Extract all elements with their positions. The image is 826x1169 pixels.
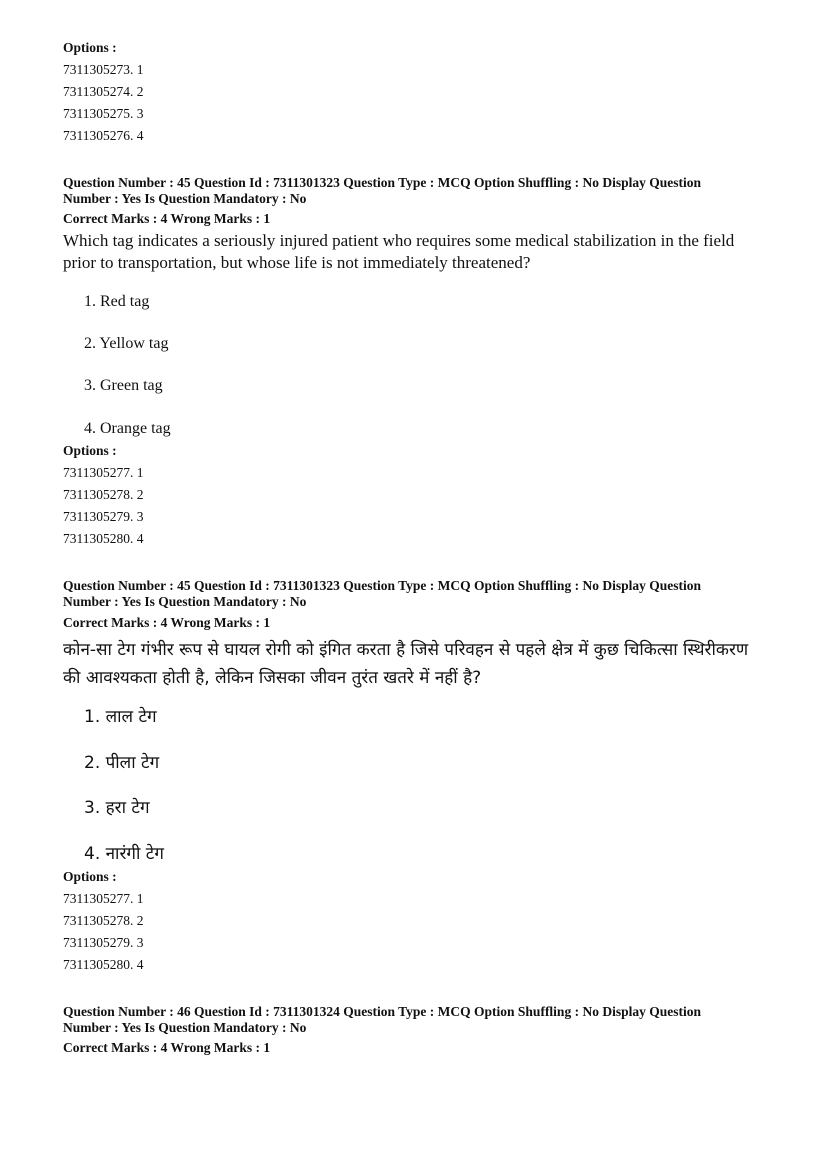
- answer-choice: 4. नारंगी टेग: [84, 844, 164, 864]
- question-header: Number : Yes Is Question Mandatory : No: [63, 594, 307, 609]
- answer-choice: 1. Red tag: [84, 293, 150, 310]
- answer-choice: 3. Green tag: [84, 377, 163, 394]
- option-id: 7311305277. 1: [63, 465, 144, 480]
- marks-line: Correct Marks : 4 Wrong Marks : 1: [63, 1040, 271, 1055]
- option-id: 7311305279. 3: [63, 935, 144, 950]
- option-id: 7311305280. 4: [63, 531, 144, 546]
- question-text: Which tag indicates a seriously injured patient who requires some medical stabilization in the field prior to transportation, but whose life is not immediately threatened?: [63, 231, 735, 272]
- question-header: Number : Yes Is Question Mandatory : No: [63, 1020, 307, 1035]
- option-id: 7311305279. 3: [63, 509, 144, 524]
- options-label: Options :: [63, 40, 117, 55]
- answer-choice: 2. Yellow tag: [84, 335, 169, 352]
- question-header: Question Number : 45 Question Id : 7311301323 Question Type : MCQ Option Shuffling : No Display Question: [63, 175, 701, 190]
- option-id: 7311305274. 2: [63, 84, 144, 99]
- question-header: Question Number : 45 Question Id : 7311301323 Question Type : MCQ Option Shuffling : No Display Question: [63, 578, 701, 593]
- answer-choice: 3. हरा टेग: [84, 798, 150, 818]
- option-id: 7311305277. 1: [63, 891, 144, 906]
- option-id: 7311305278. 2: [63, 487, 144, 502]
- question-header: Number : Yes Is Question Mandatory : No: [63, 191, 307, 206]
- answer-choice: 4. Orange tag: [84, 420, 171, 437]
- options-label: Options :: [63, 443, 117, 458]
- question-header: Question Number : 46 Question Id : 7311301324 Question Type : MCQ Option Shuffling : No Display Question: [63, 1004, 701, 1019]
- question-text-hindi: कोन-सा टेग गंभीर रूप से घायल रोगी को इंगित करता है जिसे परिवहन से पहले क्षेत्र में कुछ चिकित्सा स्थिरीकरण की आवश्यकता होती है, लेकिन जिसका जीवन तुरंत खतरे में नहीं है?: [63, 640, 749, 688]
- option-id: 7311305276. 4: [63, 128, 144, 143]
- option-id: 7311305273. 1: [63, 62, 144, 77]
- marks-line: Correct Marks : 4 Wrong Marks : 1: [63, 211, 271, 226]
- marks-line: Correct Marks : 4 Wrong Marks : 1: [63, 615, 271, 630]
- answer-choice: 1. लाल टेग: [84, 707, 157, 727]
- option-id: 7311305278. 2: [63, 913, 144, 928]
- option-id: 7311305280. 4: [63, 957, 144, 972]
- option-id: 7311305275. 3: [63, 106, 144, 121]
- answer-choice: 2. पीला टेग: [84, 753, 160, 773]
- options-label: Options :: [63, 869, 117, 884]
